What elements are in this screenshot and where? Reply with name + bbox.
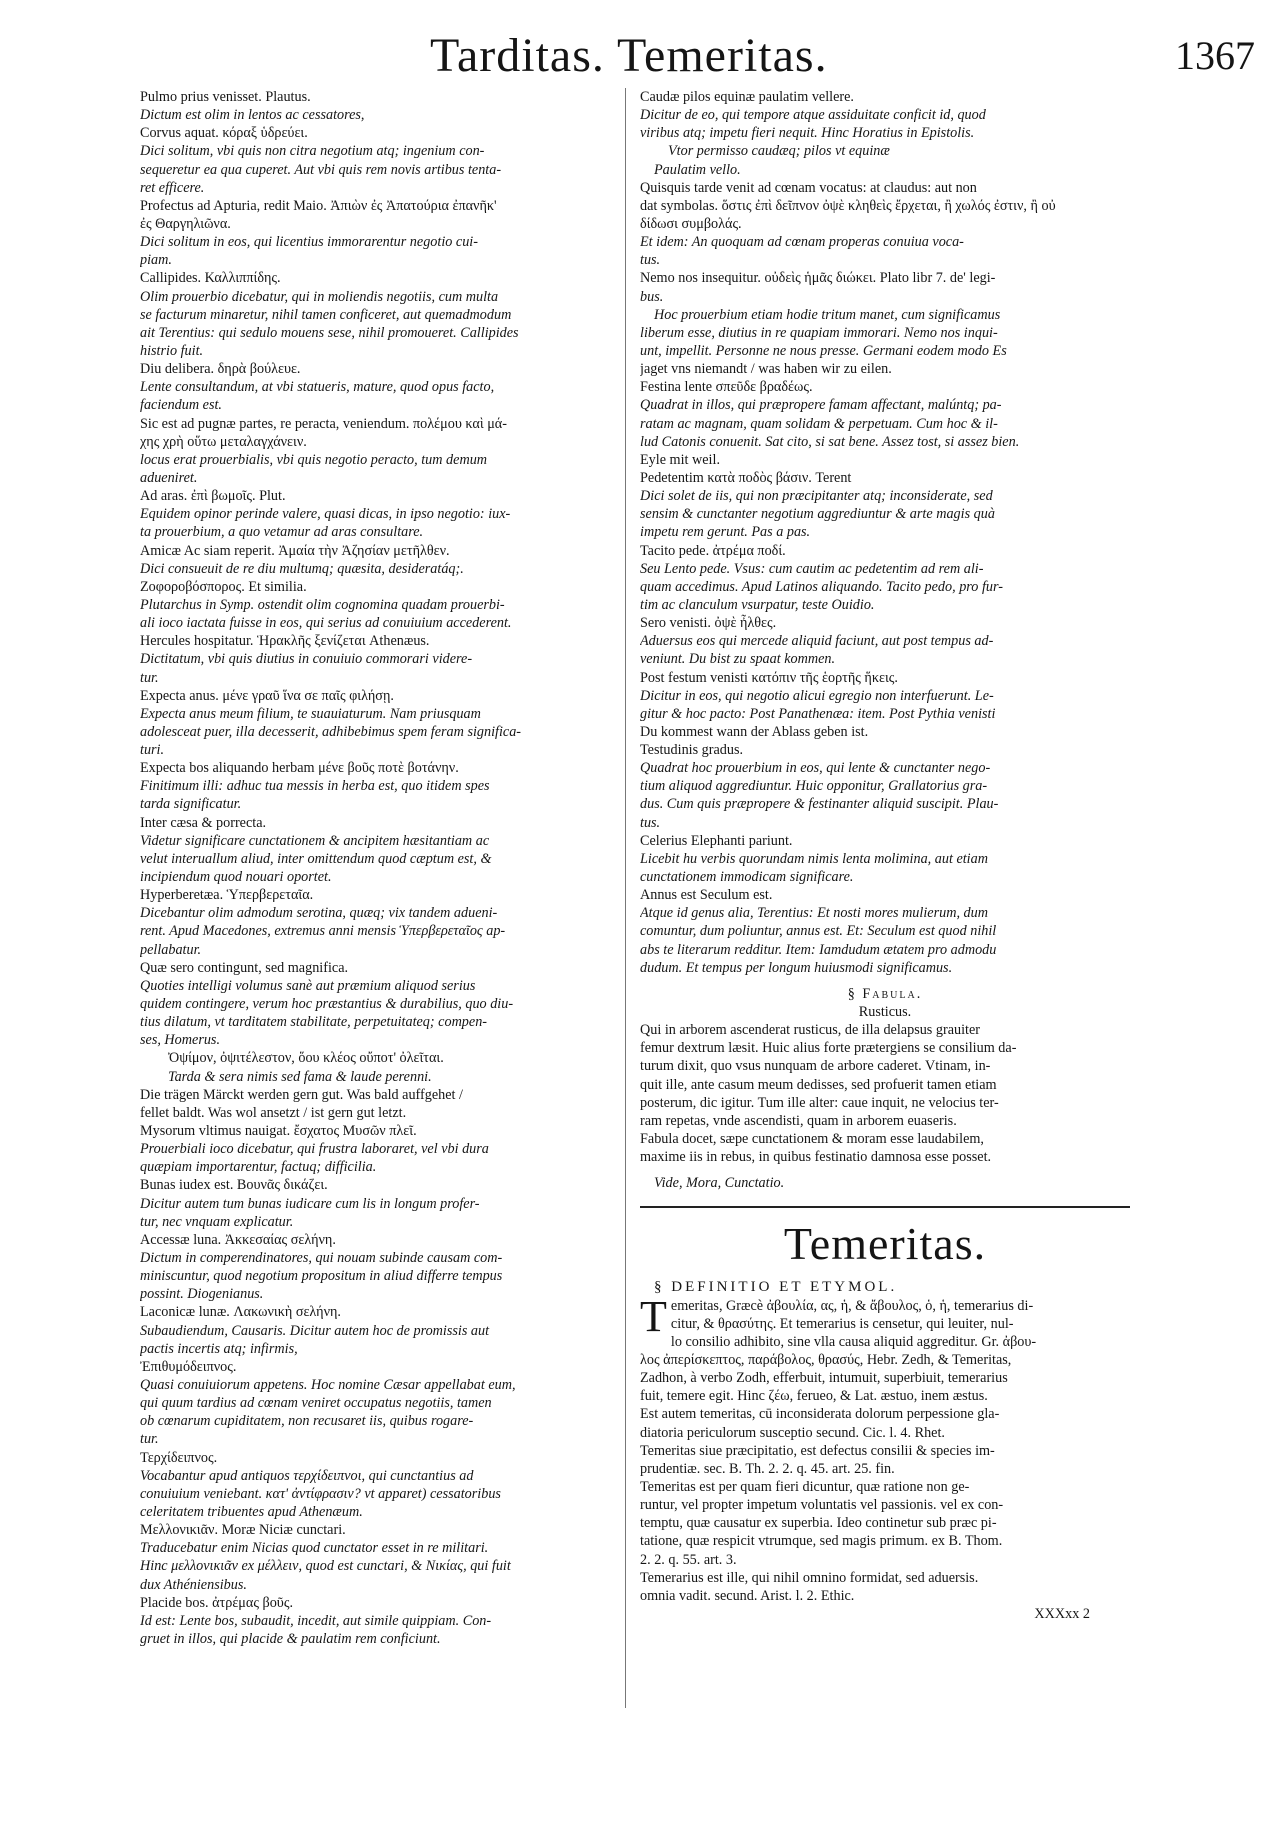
text-line: Corvus aquat. κόραξ ὑδρεύει. <box>140 125 308 142</box>
section-separator <box>640 1206 1130 1208</box>
text-line: ali ioco iactata fuisse in eos, qui serius ad conuiuium accederent. <box>140 615 512 632</box>
text-line: diatoria periculorum susceptio secund. Cic. l. 4. Rhet. <box>640 1424 945 1441</box>
text-line: qui quum tardius ad cœnam veniret occupatus negotiis, tamen <box>140 1395 492 1412</box>
text-line: ses, Homerus. <box>140 1032 220 1049</box>
text-line: Id est: Lente bos, subaudit, incedit, aut simile quippiam. Con- <box>140 1612 492 1629</box>
text-line: piam. <box>140 252 172 269</box>
text-line: Mysorum vltimus nauigat. ἔσχατος Μυσῶν πλεῖ. <box>140 1123 417 1140</box>
left-column <box>140 88 618 1648</box>
text-line: Du kommest wann der Ablass geben ist. <box>640 723 869 740</box>
text-line: gitur & hoc pacto: Post Panathenæa: item. Post Pythia venisti <box>640 705 996 722</box>
text-line: possint. Diogenianus. <box>140 1286 264 1303</box>
text-line: Accessæ luna. Ἀκκεσαίας σελήνη. <box>140 1231 336 1248</box>
text-line: maxime iis in rebus, in quibus festinatio damnosa esse posset. <box>640 1149 992 1166</box>
page-number: 1367 <box>1175 33 1255 78</box>
text-line: Profectus ad Apturia, redit Maio. Ἀπιὼν ἐς Ἀπατούρια ἐπανῆκ' <box>140 197 497 214</box>
text-line: Vtor permisso caudæq; pilos vt equinæ <box>668 143 890 160</box>
text-line: Temerarius est ille, qui nihil omnino formidat, sed aduersis. <box>640 1569 979 1586</box>
text-line: dux Athéniensibus. <box>140 1576 247 1593</box>
text-line: Quasi conuiuiorum appetens. Hoc nomine Cæsar appellabat eum, <box>140 1376 516 1393</box>
text-line: Hoc prouerbium etiam hodie tritum manet, cum significamus <box>654 306 1001 323</box>
column-divider <box>625 88 626 1708</box>
text-line: Expecta anus meum filium, te suauiaturum. Nam priusquam <box>140 705 481 722</box>
text-line: Qui in arborem ascenderat rusticus, de illa delapsus grauiter <box>640 1022 980 1039</box>
text-line: unt, impellit. Personne ne nous presse. Germani eodem modo Es <box>640 342 1007 359</box>
text-line: Vocabantur apud antiquos τερχίδειπνοι, qui cunctantius ad <box>140 1467 474 1484</box>
text-line: cunctationem immodicam significare. <box>640 869 854 886</box>
text-line: Zadhon, à verbo Zodh, efferbuit, intumuit, superbiuit, temerarius <box>640 1370 1008 1387</box>
text-line: femur dextrum læsit. Huic alius forte prætergiens se consilium da- <box>640 1040 1017 1057</box>
text-line: celeritatem tribuentes apud Athenæum. <box>140 1503 363 1520</box>
text-line: quam accedimus. Apud Latinos aliquando. Tacito pedo, pro fur- <box>640 578 1003 595</box>
text-line: Amicæ Ac siam reperit. Ἀμαία τὴν Ἀζησίαν μετῆλθεν. <box>140 542 450 559</box>
text-line: Dictum in comperendinatores, qui nouam subinde causam com- <box>140 1250 503 1266</box>
text-line: Hercules hospitatur. Ἡρακλῆς ξενίζεται Athenæus. <box>140 633 430 650</box>
text-line: Sic est ad pugnæ partes, re peracta, veniendum. πολέμου καὶ μά- <box>140 415 507 432</box>
text-line: Et idem: An quoquam ad cœnam properas conuiua voca- <box>640 234 964 251</box>
text-line: Plutarchus in Symp. ostendit olim cognomina quadam prouerbi- <box>140 596 505 613</box>
text-line: Est autem temeritas, cū inconsiderata dolorum perpessione gla- <box>640 1406 1000 1423</box>
text-line: Bunas iudex est. Βουνᾶς δικάζει. <box>140 1177 328 1194</box>
text-line: turi. <box>140 742 165 759</box>
text-line: Licebit hu verbis quorundam nimis lenta molimina, aut etiam <box>640 850 988 867</box>
text-line: Dici consueuit de re diu multumq; quæsita, desideratáq;. <box>140 560 464 577</box>
text-line: turum dixit, quo vsus nunquam de arbore caderet. Vtinam, in- <box>640 1058 991 1075</box>
text-line: ἐς Θαργηλιῶνα. <box>140 215 231 232</box>
right-column <box>640 88 1130 1623</box>
text-line: Olim prouerbio dicebatur, qui in moliendis negotiis, cum multa <box>140 288 499 305</box>
text-line: abs te literarum redditur. Item: Iamdudum ætatem pro admodu <box>640 941 997 958</box>
text-line: liberum esse, diutius in re quapiam immorari. Nemo nos inqui- <box>640 324 998 341</box>
text-line: tarda significatur. <box>140 796 242 813</box>
text-line: Quisquis tarde venit ad cœnam vocatus: at claudus: aut non <box>640 179 977 196</box>
section-title: Temeritas. <box>783 1218 987 1270</box>
text-line: sensim & cunctanter negotium aggrediuntur & arte magis quà <box>640 506 995 523</box>
text-line: ob cœnarum cupiditatem, non recusaret iis, quibus rogare- <box>140 1413 474 1430</box>
text-line: Traducebatur enim Nicias quod cunctator esset in re militari. <box>140 1540 489 1557</box>
text-line: velut interuallum aliud, inter omittendum quod cæptum est, & <box>140 850 492 867</box>
text-line: Tarda & sera nimis sed fama & laude perenni. <box>168 1068 432 1085</box>
text-line: ret efficere. <box>140 179 205 196</box>
text-line: tus. <box>640 814 661 831</box>
text-line: Ad aras. ἐπὶ βωμοῖς. Plut. <box>140 488 286 505</box>
text-line: Μελλονικιᾶν. Moræ Niciæ cunctari. <box>140 1522 346 1539</box>
text-line: Fabula docet, sæpe cunctationem & moram esse laudabilem, <box>640 1131 984 1148</box>
see-also: Vide, Mora, Cunctatio. <box>654 1175 785 1192</box>
text-line: Dici solitum in eos, qui licentius immorarentur negotio cui- <box>140 234 478 251</box>
text-line: Callipides. Καλλιππίδης. <box>140 270 281 287</box>
text-line: Temeritas est per quam fieri dicuntur, quæ ratione non ge- <box>640 1478 970 1495</box>
text-line: Finitimum illi: adhuc tua messis in herba est, quo itidem spes <box>140 778 490 795</box>
text-line: Diu delibera. δηρὰ βούλευε. <box>140 361 301 378</box>
text-line: Die trägen Märckt werden gern gut. Was bald auffgehet / <box>140 1086 463 1103</box>
text-line: Dicebantur olim admodum serotina, quæq; vix tandem adueni- <box>140 905 498 922</box>
text-line: tium aliquod aggrediuntur. Huic opponitur, Grallatorius gra- <box>640 778 988 795</box>
text-line: fellet baldt. Was wol ansetzt / ist gern gut letzt. <box>140 1104 407 1121</box>
text-line: Nemo nos insequitur. οὐδεὶς ἡμᾶς διώκει. Plato libr 7. de' legi- <box>640 270 996 287</box>
text-line: Dictitatum, vbi quis diutius in conuiuio commorari videre- <box>140 651 473 668</box>
text-line: Dicitur de eo, qui tempore atque assiduitate conficit id, quod <box>640 107 986 124</box>
text-line: ta prouerbium, a quo vetamur ad aras consultare. <box>140 524 424 541</box>
text-line: jaget vns niemandt / was haben wir zu eilen. <box>640 361 892 378</box>
text-line: Hinc μελλονικιᾶν ex μέλλειν, quod est cunctari, & Νικίας, qui fuit <box>140 1558 511 1575</box>
text-line: δίδωσι συμβολάς. <box>640 215 742 232</box>
text-line: Inter cæsa & porrecta. <box>140 814 267 831</box>
text-line: Temeritas siue præcipitatio, est defectus consilii & species im- <box>640 1442 995 1459</box>
text-line: prudentiæ. sec. B. Th. 2. 2. q. 45. art. 25. fin. <box>640 1460 895 1477</box>
text-line: ait Terentius: qui sedulo mouens sese, nihil promoueret. Callipides <box>140 324 519 341</box>
text-line: dudum. Et tempus per longum huiusmodi significamus. <box>640 959 953 976</box>
fabula-text <box>640 1021 1130 1166</box>
text-line: quidem contingere, verum hoc præstantius & durabilius, quo diu- <box>140 996 514 1013</box>
text-line: gruet in illos, qui placide & paulatim rem conficiunt. <box>140 1630 441 1647</box>
text-line: Paulatim vello. <box>654 161 741 178</box>
text-line: Prouerbiali ioco dicebatur, qui frustra laboraret, vel vbi dura <box>140 1141 489 1158</box>
drop-capital: T <box>640 1291 667 1341</box>
text-line: incipiendum quod nouari oportet. <box>140 869 332 886</box>
text-line: Expecta bos aliquando herbam μένε βοῦς ποτὲ βοτάνην. <box>140 760 459 777</box>
text-line: ratam ac magnam, quam solidam & perpetuam. Cum hoc & il- <box>640 415 998 432</box>
text-line: Festina lente σπεῦδε βραδέως. <box>640 379 813 396</box>
text-line: tatione, quæ respicit vtrumque, sed magis primum. ex B. Thom. <box>640 1533 1003 1550</box>
text-line: λος ἀπερίσκεπτος, παράβολος, θρασύς, Hebr. Zedh, & Temeritas, <box>640 1352 1012 1368</box>
text-line: veniunt. Du bist zu spaat kommen. <box>640 651 836 668</box>
text-line: Dici solet de iis, qui non præcipitanter atq; inconsiderate, sed <box>640 488 993 505</box>
text-line: Lente consultandum, at vbi statueris, mature, quod opus facto, <box>140 379 495 396</box>
definition-block <box>640 1291 1130 1605</box>
text-line: lo consilio adhibito, sine vlla causa aliquid aggreditur. Gr. ἀβου- <box>670 1333 1037 1350</box>
text-line: Dicitur autem tum bunas iudicare cum lis in longum profer- <box>140 1195 480 1212</box>
section-subheading: § DEFINITIO ET ETYMOL. <box>654 1279 898 1296</box>
text-line: Quoties intelligi volumus sanè aut præmium aliquod serius <box>140 977 476 994</box>
text-line: Atque id genus alia, Terentius: Et nosti mores mulierum, dum <box>640 905 988 922</box>
text-line: Celerius Elephanti pariunt. <box>640 832 793 849</box>
text-line: Dictum est olim in lentos ac cessatores, <box>140 107 365 124</box>
text-line: sequeretur ea qua cuperet. Aut vbi quis rem novis artibus tenta- <box>140 161 502 178</box>
text-line: Dici solitum, vbi quis non citra negotium atq; ingenium con- <box>140 143 485 160</box>
text-line: Eyle mit weil. <box>640 451 720 468</box>
text-line: temptu, quæ causatur ex superbia. Ideo continetur sub præc pi- <box>640 1515 997 1532</box>
text-line: dus. Cum quis præpropere & festinanter aliquid suscipit. Plau- <box>640 796 999 813</box>
running-title: Tarditas. Temeritas. <box>430 29 828 82</box>
text-line: Ἐπιθυμόδειπνος. <box>140 1358 237 1375</box>
text-line: Post festum venisti κατόπιν τῆς ἑορτῆς ἥκεις. <box>640 669 898 686</box>
text-line: tim ac clanculum vsurpatur, teste Ouidio. <box>640 596 875 613</box>
text-line: tur, nec vnquam explicatur. <box>140 1213 294 1230</box>
text-line: Pulmo prius venisset. Plautus. <box>140 89 311 105</box>
text-line: Subaudiendum, Causaris. Dicitur autem hoc de promissis aut <box>140 1322 490 1339</box>
text-line: histrio fuit. <box>140 342 204 359</box>
text-line: fuit, temere egit. Hinc ζέω, ferueo, & Lat. æstuo, inem æstus. <box>640 1388 988 1405</box>
text-line: Pedetentim κατὰ ποδὸς βάσιν. Terent <box>640 469 852 486</box>
text-line: Videtur significare cunctationem & ancipitem hæsitantiam ac <box>140 832 490 849</box>
text-line: impetu rem gerunt. Pas a pas. <box>640 524 811 541</box>
text-line: χης χρὴ οὕτω μεταλαγχάνειν. <box>140 433 307 450</box>
text-line: locus erat prouerbialis, vbi quis negotio peracto, tum demum <box>140 451 488 468</box>
text-line: adueniret. <box>140 469 198 486</box>
text-line: Testudinis gradus. <box>640 742 744 759</box>
text-line: Expecta anus. μένε γραῦ ἵνα σε παῖς φιλήσῃ. <box>140 687 394 704</box>
text-line: 2. 2. q. 55. art. 3. <box>640 1551 737 1568</box>
text-line: emeritas, Græcè ἀβουλία, ας, ἡ, & ἄβουλος, ὁ, ἡ, temerarius di- <box>670 1297 1034 1314</box>
text-line: pellabatur. <box>140 941 202 958</box>
text-line: miniscuntur, quod negotium propositum in aliud differre tempus <box>140 1268 503 1285</box>
fabula-title: Rusticus. <box>858 1004 912 1021</box>
text-line: rent. Apud Macedones, extremus anni mensis Ὑπερβερεταῖος ap- <box>140 923 506 940</box>
text-line: Caudæ pilos equinæ paulatim vellere. <box>640 89 854 105</box>
text-line: Equidem opinor perinde valere, quasi dicas, in ipso negotio: iux- <box>140 506 511 523</box>
text-line: Seu Lento pede. Vsus: cum cautim ac pedetentim ad rem ali- <box>640 560 984 577</box>
text-line: dat symbolas. ὅστις ἐπὶ δεῖπνον ὀψὲ κληθεὶς ἔρχεται, ἢ χωλός ἐστιν, ἢ οὐ <box>640 197 1056 214</box>
text-line: Annus est Seculum est. <box>640 887 773 904</box>
text-line: tur. <box>140 1431 159 1448</box>
text-line: omnia vadit. secund. Arist. l. 2. Ethic. <box>640 1587 855 1604</box>
text-line: tius dilatum, vt tarditatem stabilitate, perpetuitateq; compen- <box>140 1014 488 1031</box>
text-line: Aduersus eos qui mercede aliquid faciunt, aut post tempus ad- <box>640 633 994 650</box>
text-line: Dicitur in eos, qui negotio alicui egregio non interfuerunt. Le- <box>640 687 994 704</box>
text-line: Placide bos. ἀτρέμας βοῦς. <box>140 1594 293 1611</box>
text-line: bus. <box>640 288 664 305</box>
text-line: tus. <box>640 252 661 269</box>
text-line: quæpiam importarentur, factuq; difficilia. <box>140 1159 377 1176</box>
text-line: Quæ sero contingunt, sed magnifica. <box>140 959 349 976</box>
text-line: Hyperberetæa. Ὑπερβερεταῖα. <box>140 887 314 904</box>
text-line: ram repetas, vnde ascendisti, quam in arborem euaseris. <box>640 1112 957 1129</box>
signature-mark: XXXxx 2 <box>1034 1605 1090 1622</box>
text-line: Quadrat in illos, qui præpropere famam affectant, malúntq; pa- <box>640 397 1002 414</box>
text-line: faciendum est. <box>140 397 222 414</box>
text-line: Sero venisti. ὀψὲ ἦλθες. <box>640 615 777 632</box>
text-line: se facturum minaretur, nihil tamen conficeret, aut quemadmodum <box>140 306 512 323</box>
text-line: Τερχίδειπνος. <box>140 1449 218 1466</box>
text-line: runtur, vel propter impetum voluntatis vel passionis. vel ex con- <box>640 1497 1004 1514</box>
text-line: Ζοφοροβόσπορος. Et similia. <box>140 578 307 595</box>
definition-text <box>640 1291 1130 1605</box>
text-line: posterum, dic igitur. Tum ille alter: caue inquit, ne velocius ter- <box>640 1094 999 1111</box>
fabula-heading: § Fabula. <box>847 985 923 1002</box>
text-line: tur. <box>140 669 159 686</box>
text-line: Quadrat hoc prouerbium in eos, qui lente & cunctanter nego- <box>640 760 991 777</box>
page-header <box>0 22 1276 92</box>
right-column-entries <box>640 88 1130 977</box>
text-line: quit ille, ante casum meum dedisses, sed profuerit tamen etiam <box>640 1076 997 1093</box>
text-line: citur, & θρασύτης. Et temerarius is censetur, qui leuiter, nul- <box>670 1315 1014 1332</box>
text-line: conuiuium veniebant. κατ' ἀντίφρασιν? vt apparet) cessatoribus <box>140 1485 501 1502</box>
text-line: comuntur, dum poliuntur, annus est. Et: Seculum est quod nihil <box>640 923 997 940</box>
text-line: pactis incertis atq; infirmis, <box>140 1340 298 1357</box>
text-line: adolesceat puer, illa decesserit, adhibebimus spem feram significa- <box>140 723 522 740</box>
text-line: Tacito pede. ἀτρέμα ποδί. <box>640 542 786 559</box>
text-line: Laconicæ lunæ. Λακωνικὴ σελήνη. <box>140 1304 341 1321</box>
text-line: lud Catonis conuenit. Sat cito, si sat bene. Assez tost, si assez bien. <box>640 433 1020 450</box>
text-line: viribus atq; impetu fieri nequit. Hinc Horatius in Epistolis. <box>640 125 975 142</box>
text-line: Ὀψίμον, ὀψιτέλεστον, ὅου κλέος οὔποτ' ὀλεῖται. <box>168 1050 444 1067</box>
